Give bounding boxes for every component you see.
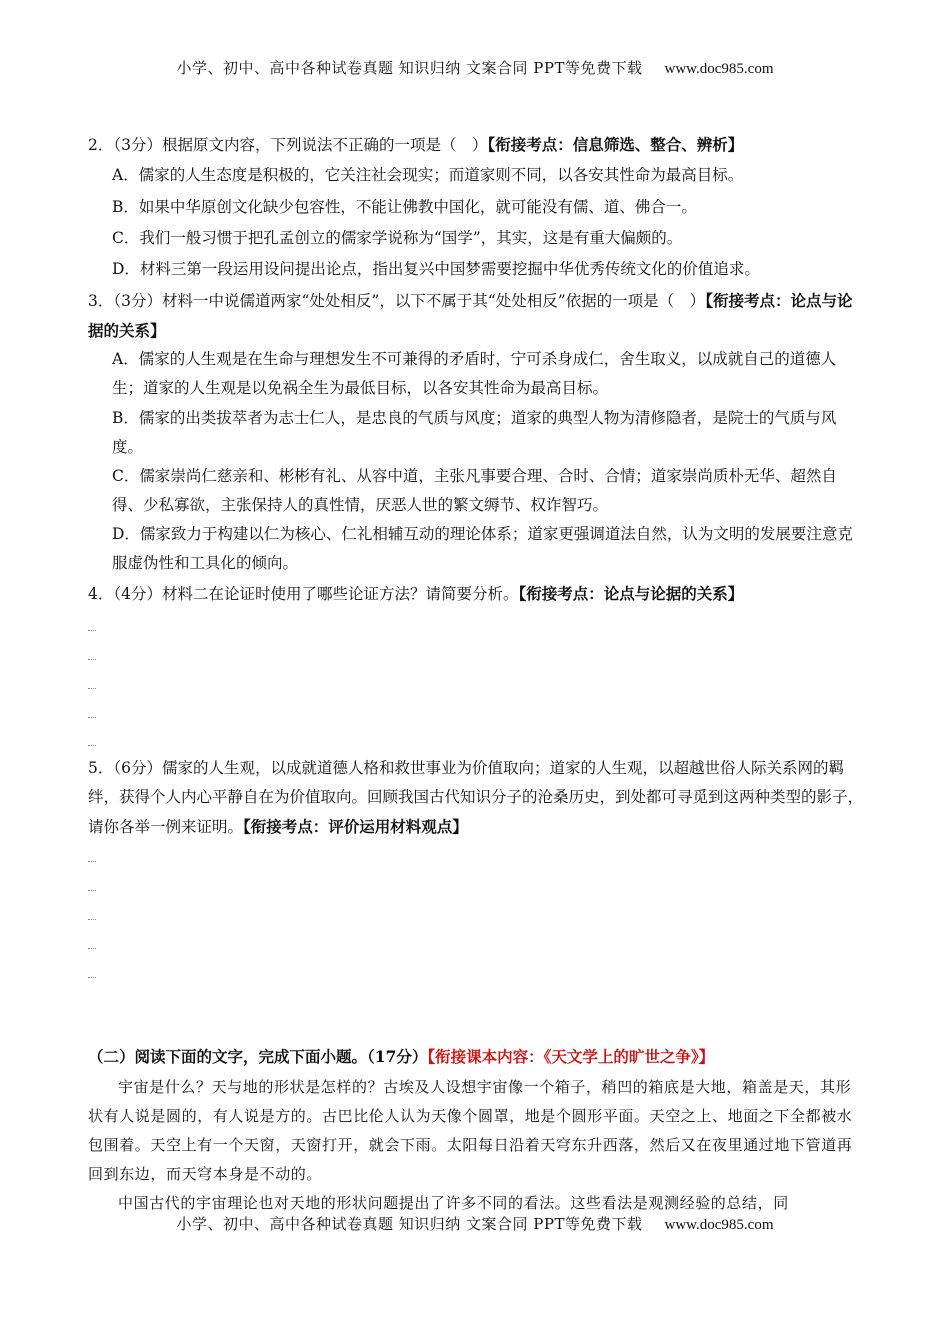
page-footer [0,1214,950,1235]
answer-line [88,948,96,950]
question-2-option-a: A．儒家的人生态度是积极的，它关注社会现实；而道家则不同，以各安其性命为最高目标。 [112,166,744,184]
question-2-option-c: C．我们一般习惯于把孔孟创立的儒家学说称为“国学”，其实，这是有重大偏颇的。 [112,229,683,247]
answer-line [88,717,96,719]
question-2-tag: 【衔接考点：信息筛选、整合、辨析】 [487,135,744,154]
answer-line [88,890,96,892]
question-2-stem [88,130,863,160]
question-5-stem [88,754,863,842]
question-3-stem [88,286,863,346]
answer-line [88,977,96,979]
passage-paragraph-1: 宇宙是什么？天与地的形状是怎样的？古埃及人设想宇宙像一个箱子，稍凹的箱底是大地，箱盖是天，其形状有人说是圆的，有人说是方的。古巴比伦人认为天像个圆罩，地是个圆形平面。天空之上、地面之下全都被水包围着。天空上有一个天窗，天窗打开，就会下雨。太阳每日沿着天穹东升西落，然后又在夜里通过地下管道再回到东边，而天穹本身是不动的。 [88,1078,853,1183]
question-3-tag: 【衔接考点：论点与论据的关系】 [88,291,853,340]
answer-line [88,919,96,921]
question-3-text: 3．（3分）材料一中说儒道两家“处处相反”，以下不属于其“处处相反”依据的一项是（ ） [88,292,706,310]
question-2-text: 2．（3分）根据原文内容，下列说法不正确的一项是（ ） [88,136,488,154]
question-5-text: 5．（6分）儒家的人生观，以成就道德人格和救世事业为价值取向；道家的人生观，以超越世俗人际关系网的羁绊，获得个人内心平静自在为价值取向。回顾我国古代知识分子的沧桑历史，到处都可寻觅到这两种类型的影子，请你各举一例来证明。 [88,759,864,836]
question-3-option-d: D．儒家致力于构建以仁为核心、仁礼相辅互动的理论体系；道家更强调道法自然，认为文明的发展要注意克服虚伪性和工具化的倾向。 [112,525,853,572]
section-2-tag: 【衔接课本内容：《天文学上的旷世之争》】 [427,1047,715,1066]
section-2-title [88,1044,863,1070]
page-header [0,58,950,79]
header-url[interactable]: www.doc985.com [664,61,774,77]
question-4-tag: 【衔接考点：论点与论据的关系】 [518,584,744,603]
footer-url[interactable]: www.doc985.com [664,1217,774,1233]
footer-text: 小学、初中、高中各种试卷真题 知识归纳 文案合同 PPT等免费下载 [176,1215,643,1233]
answer-line [88,688,96,690]
question-3-option-a: A．儒家的人生观是在生命与理想发生不可兼得的矛盾时，宁可杀身成仁，舍生取义，以成就自己的道德人生；道家的人生观是以免祸全生为最低目标，以各安其性命为最高目标。 [112,350,837,397]
header-text: 小学、初中、高中各种试卷真题 知识归纳 文案合同 PPT等免费下载 [176,59,643,77]
question-3-option-c: C．儒家崇尚仁慈亲和、彬彬有礼、从容中道，主张凡事要合理、合时、合情；道家崇尚质朴无华、超然自得、少私寡欲，主张保持人的真性情，厌恶人世的繁文缛节、权诈智巧。 [112,467,837,514]
answer-line [88,745,96,747]
section-2-title-text: （二）阅读下面的文字，完成下面小题。（17分） [88,1047,428,1066]
passage-paragraph-2: 中国古代的宇宙理论也对天地的形状问题提出了许多不同的看法。这些看法是观测经验的总结，同 [118,1194,789,1212]
question-4-text: 4．（4分）材料二在论证时使用了哪些论证方法？请简要分析。 [88,585,519,603]
question-3-option-b: B．儒家的出类拔萃者为志士仁人，是忠良的气质与风度；道家的典型人物为清修隐者，是院士的气质与风度。 [112,409,837,456]
answer-line [88,659,96,661]
answer-line [88,630,96,632]
question-5-tag: 【衔接考点：评价运用材料观点】 [243,817,468,836]
answer-line [88,861,96,863]
question-2-option-d: D．材料三第一段运用设问提出论点，指出复兴中国梦需要挖掘中华优秀传统文化的价值追求。 [112,260,760,278]
question-2-option-b: B．如果中华原创文化缺少包容性，不能让佛教中国化，就可能没有儒、道、佛合一。 [112,198,697,216]
question-4-stem [88,579,863,609]
